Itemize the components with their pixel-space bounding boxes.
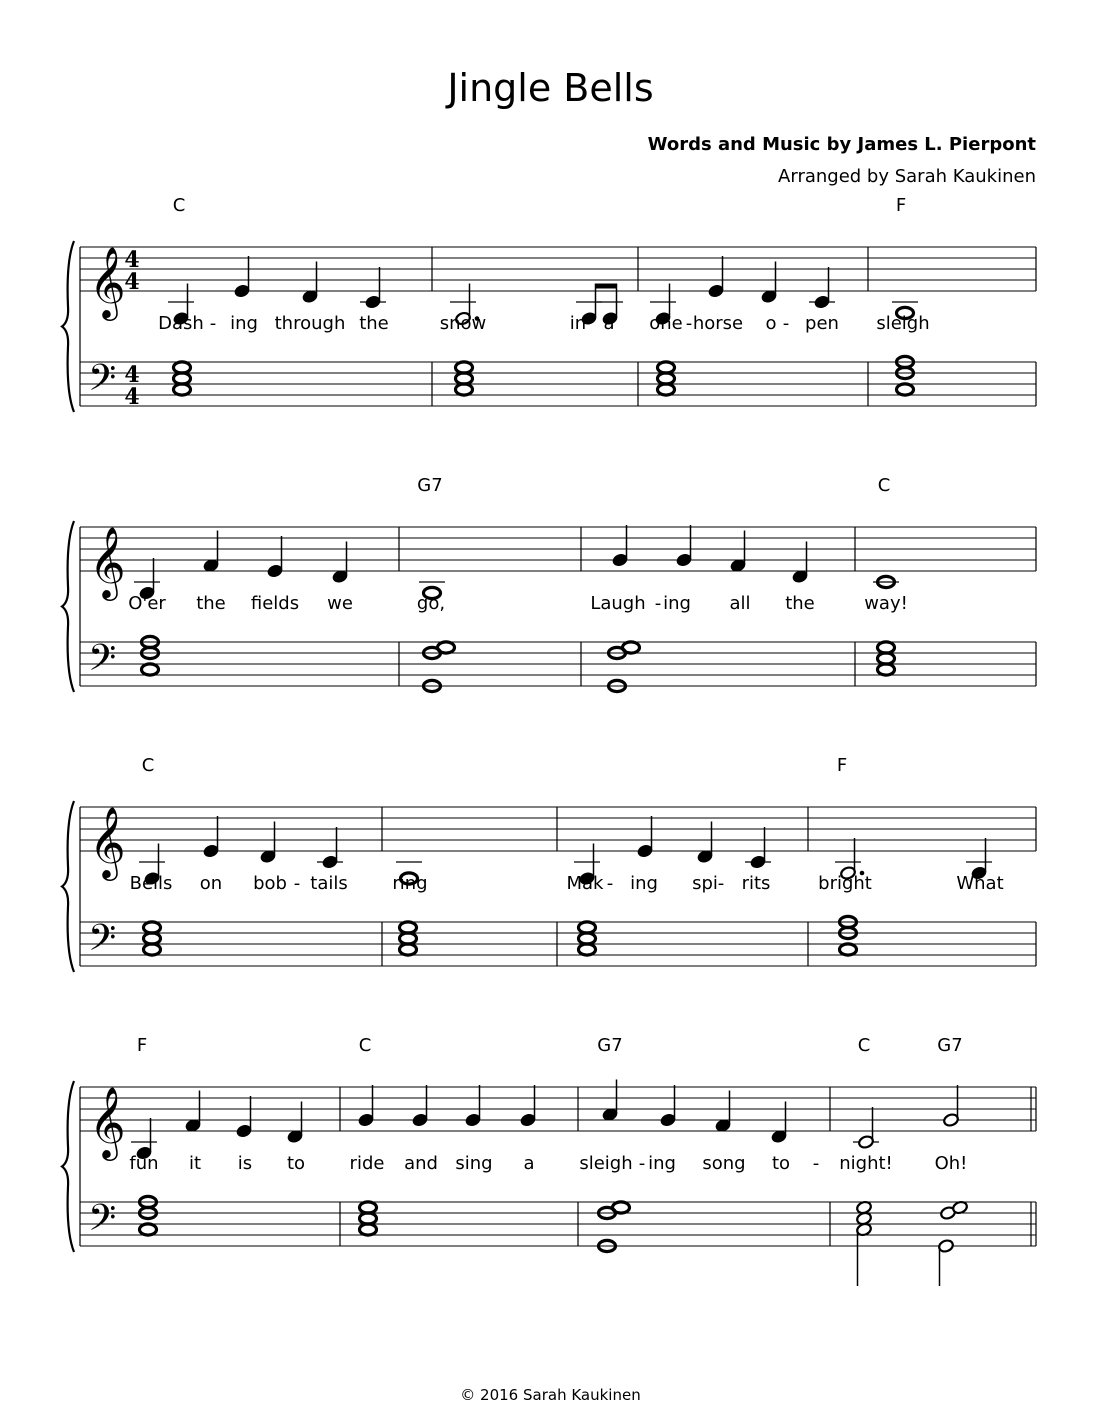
arranger-credit: Arranged by Sarah Kaukinen — [778, 166, 1036, 187]
lyric-syllable: - — [209, 313, 217, 334]
whole-notehead — [140, 1224, 157, 1235]
lyric-syllable: bob — [253, 873, 287, 894]
lyric-syllable: ride — [349, 1153, 385, 1174]
lyric-syllable: O'er — [128, 593, 166, 614]
quarter-note — [602, 1080, 619, 1122]
lyric-syllable: sleigh — [876, 313, 930, 334]
grand-staff-brace — [62, 241, 74, 412]
lyric-syllable: spi — [692, 873, 718, 894]
lyric-syllable: all — [729, 593, 751, 614]
whole-notehead — [613, 1202, 630, 1213]
quarter-note — [465, 1085, 482, 1127]
chord-symbol: C — [857, 1035, 871, 1056]
lyric-syllable: song — [702, 1153, 746, 1174]
treble-clef-icon: 𝄞 — [89, 805, 126, 878]
lyric-syllable: ing — [663, 593, 691, 614]
lyric-syllable: go, — [416, 593, 446, 614]
chord-symbol: G7 — [597, 1035, 623, 1056]
lyric-syllable: we — [327, 593, 353, 614]
lyric-syllable: What — [956, 873, 1004, 894]
lyric-syllable: - — [782, 313, 790, 334]
lyric-syllable: and — [404, 1153, 438, 1174]
quarter-note — [234, 256, 251, 298]
quarter-note — [792, 542, 809, 584]
bass-clef-icon: 𝄢 — [88, 357, 117, 408]
song-title: Jingle Bells — [447, 66, 654, 110]
time-signature-top: 4 — [124, 362, 140, 388]
lyric-syllable: pen — [805, 313, 839, 334]
quarter-note — [358, 1085, 375, 1127]
bass-chord-note — [623, 642, 640, 653]
quarter-note — [365, 267, 382, 309]
lyric-syllable: fields — [250, 593, 300, 614]
bass-chord-note — [142, 664, 159, 675]
lyric-syllable: is — [237, 1153, 253, 1174]
chord-symbol: F — [136, 1035, 148, 1056]
quarter-note — [730, 531, 747, 573]
lyric-syllable: - — [654, 593, 662, 614]
lyric-syllable: way! — [864, 593, 908, 614]
quarter-note — [203, 816, 220, 858]
lyric-syllable: - — [293, 873, 301, 894]
chord-symbol: C — [172, 195, 186, 216]
time-signature-bottom: 4 — [124, 269, 140, 295]
lyric-syllable: tails — [310, 873, 348, 894]
bass-clef-icon: 𝄢 — [88, 1197, 117, 1248]
whole-notehead — [840, 944, 857, 955]
lyric-syllable: o — [765, 313, 777, 334]
bass-chord-note — [438, 642, 455, 653]
whole-notehead — [897, 384, 914, 395]
quarter-note — [287, 1102, 304, 1144]
lyric-syllable: sing — [455, 1153, 493, 1174]
time-signature-top: 4 — [124, 247, 140, 273]
grand-staff-brace — [62, 1081, 74, 1252]
lyric-syllable: the — [196, 593, 226, 614]
chord-symbol: F — [895, 195, 907, 216]
quarter-note — [676, 525, 693, 567]
lyric-syllable: fun — [129, 1153, 159, 1174]
quarter-note — [302, 262, 319, 304]
lyric-syllable: - — [685, 313, 693, 334]
lyric-syllable: bright — [818, 873, 872, 894]
half-note — [943, 1085, 960, 1127]
whole-notehead — [438, 642, 455, 653]
quarter-note — [715, 1091, 732, 1133]
lyric-syllable: Bells — [129, 873, 173, 894]
bass-chord-note — [897, 384, 914, 395]
bass-chord-note — [140, 1224, 157, 1235]
quarter-note — [708, 256, 725, 298]
lyric-syllable: horse — [692, 313, 744, 334]
lyric-syllable: through — [274, 313, 346, 334]
lyric-syllable: Mak — [566, 873, 604, 894]
quarter-note — [260, 822, 277, 864]
lyric-syllable: night! — [839, 1153, 893, 1174]
lyric-syllable: to — [771, 1153, 791, 1174]
lyric-syllable: - — [638, 1153, 646, 1174]
quarter-note — [750, 827, 767, 869]
lyric-syllable: ing — [230, 313, 258, 334]
quarter-note — [185, 1091, 202, 1133]
chord-symbol: G7 — [937, 1035, 963, 1056]
quarter-note — [612, 525, 629, 567]
lyric-syllable: ing — [630, 873, 658, 894]
eighth-beam — [596, 284, 617, 289]
chord-symbol: G7 — [417, 475, 443, 496]
quarter-note — [771, 1102, 788, 1144]
lyric-syllable: Dash — [158, 313, 204, 334]
treble-clef-icon: 𝄞 — [89, 1085, 126, 1158]
quarter-note — [697, 822, 714, 864]
lyric-syllable: - — [717, 873, 725, 894]
grand-staff-brace — [62, 521, 74, 692]
whole-notehead — [623, 642, 640, 653]
lyric-syllable: rits — [741, 873, 771, 894]
quarter-note — [637, 816, 654, 858]
lyric-syllable: the — [785, 593, 815, 614]
lyric-syllable: a — [603, 313, 615, 334]
lyric-syllable: in — [569, 313, 587, 334]
lyric-syllable: - — [812, 1153, 820, 1174]
lyric-syllable: on — [199, 873, 223, 894]
chord-symbol: C — [358, 1035, 372, 1056]
lyric-syllable: - — [606, 873, 614, 894]
quarter-note — [322, 827, 339, 869]
half-note — [858, 1107, 875, 1149]
copyright-notice: © 2016 Sarah Kaukinen — [460, 1386, 641, 1404]
quarter-note — [332, 542, 349, 584]
whole-notehead — [142, 664, 159, 675]
lyric-syllable: snow — [439, 313, 487, 334]
quarter-note — [236, 1096, 253, 1138]
grand-staff-brace — [62, 801, 74, 972]
lyric-syllable: a — [523, 1153, 535, 1174]
quarter-note — [814, 267, 831, 309]
lyric-syllable: ring — [392, 873, 428, 894]
lyric-syllable: it — [188, 1153, 202, 1174]
lyric-syllable: Laugh — [590, 593, 646, 614]
lyric-syllable: one — [649, 313, 683, 334]
chord-symbol: C — [141, 755, 155, 776]
treble-clef-icon: 𝄞 — [89, 245, 126, 318]
bass-clef-icon: 𝄢 — [88, 917, 117, 968]
quarter-note — [660, 1085, 677, 1127]
quarter-note — [203, 531, 220, 573]
quarter-note — [761, 262, 778, 304]
lyric-syllable: to — [286, 1153, 306, 1174]
quarter-note — [412, 1085, 429, 1127]
lyric-syllable: ing — [648, 1153, 676, 1174]
quarter-note — [267, 536, 284, 578]
quarter-note — [520, 1085, 537, 1127]
bass-chord-note — [840, 944, 857, 955]
bass-chord-note — [613, 1202, 630, 1213]
treble-clef-icon: 𝄞 — [89, 525, 126, 598]
chord-symbol: C — [877, 475, 891, 496]
composer-credit: Words and Music by James L. Pierpont — [647, 134, 1036, 155]
lyric-syllable: the — [359, 313, 389, 334]
bass-clef-icon: 𝄢 — [88, 637, 117, 688]
lyric-syllable: Oh! — [934, 1153, 968, 1174]
lyric-syllable: sleigh — [579, 1153, 633, 1174]
time-signature-bottom: 4 — [124, 384, 140, 410]
chord-symbol: F — [836, 755, 848, 776]
